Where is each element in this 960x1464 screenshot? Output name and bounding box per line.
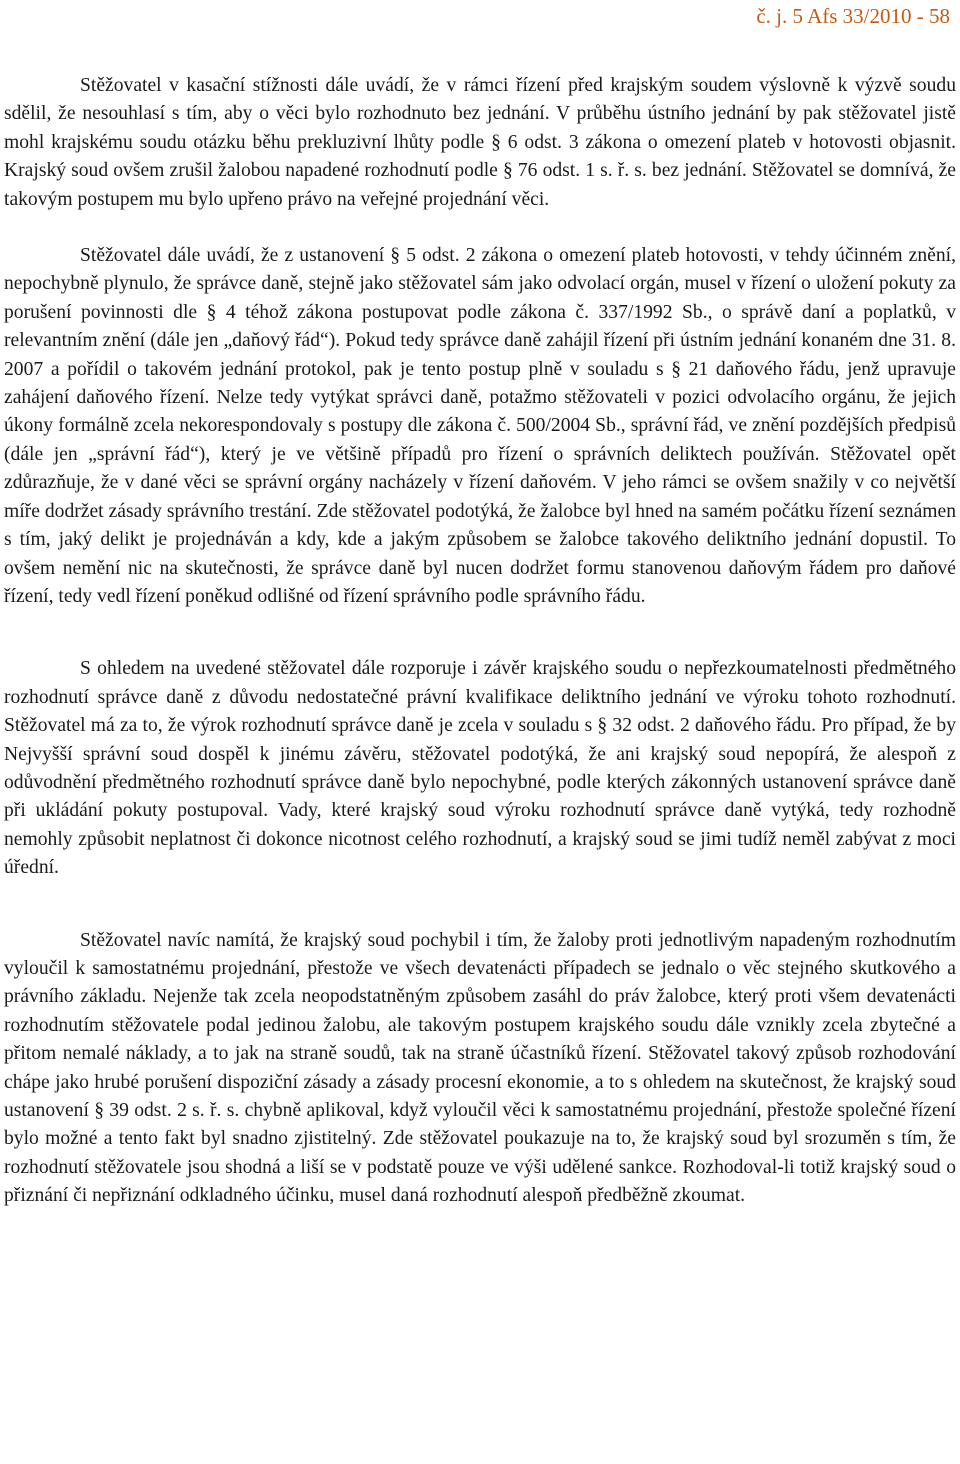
paragraph-reviewability: S ohledem na uvedené stěžovatel dále rozporuje i závěr krajského soudu o nepřezkoumatelnosti předmětného rozhodnutí správce daně z důvodu nedostatečné právní kvalifikace deliktního jednání ve výroku tohoto rozhodnutí. Stěžovatel má za to, že výrok rozhodnutí správce daně je zcela v souladu s § 32 odst. 2 daňového řádu. Pro případ, že by Nejvyšší správní soud dospěl k jinému závěru, stěžovatel podotýká, že ani krajský soud nepopírá, že alespoň z odůvodnění předmětného rozhodnutí správce daně bylo nepochybné, podle kterých zákonných ustanovení správce daně při ukládání pokuty postupoval. Vady, které krajský soud výroku rozhodnutí správce daně vytýká, tedy rozhodně nemohly způsobit neplatnost či dokonce nicotnost celého rozhodnutí, a krajský soud se jimi tudíž neměl zabývat z moci úřední. (4, 658, 956, 879)
paragraph-separation-of-cases: Stěžovatel navíc namítá, že krajský soud pochybil i tím, že žaloby proti jednotlivým napadeným rozhodnutím vyloučil k samostatnému projednání, přestože ve všech devatenácti případech se jednalo o věc stejného skutkového a právního základu. Nejenže tak zcela neopodstatněným způsobem zasáhl do práv žalobce, který proti všem devatenácti rozhodnutím stěžovatele podal jedinou žalobu, ale takovým postupem krajského soudu dále vznikly zcela zbytečné a přitom nemalé náklady, a to jak na straně soudů, tak na straně účastníků řízení. Stěžovatel takový způsob rozhodování chápe jako hrubé porušení dispoziční zásady a zásady procesní ekonomie, a to s ohledem na skutečnost, že krajský soud ustanovení § 39 odst. 2 s. ř. s. chybně aplikoval, když vyloučil věci k samostatnému projednání, přestože společné řízení bylo možné a tento fakt byl snadno zjistitelný. Zde stěžovatel poukazuje na to, že krajský soud byl srozuměn s tím, že rozhodnutí stěžovatele jsou shodná a liší se v podstatě pouze ve výši udělené sankce. Rozhodoval-li totiž krajský soud o přiznání či nepřiznání odkladného účinku, musel daná rozhodnutí alespoň předběžně zkoumat. (4, 929, 956, 1207)
document-body (4, 72, 956, 1211)
paragraph-hearing-objection: Stěžovatel v kasační stížnosti dále uvádí, že v rámci řízení před krajským soudem výslovně k výzvě soudu sdělil, že nesouhlasí s tím, aby o věci bylo rozhodnuto bez jednání. V průběhu ústního jednání by pak stěžovatel jistě mohl krajskému soudu otázku běhu prekluzivní lhůty podle § 6 odst. 3 zákona o omezení plateb v hotovosti objasnit. Krajský soud ovšem zrušil žalobou napadené rozhodnutí podle § 76 odst. 1 s. ř. s. bez jednání. Stěžovatel se domnívá, že takovým postupem mu bylo upřeno právo na veřejné projednání věci. (4, 75, 956, 210)
case-reference-header: č. j. 5 Afs 33/2010 - 58 (756, 4, 950, 28)
paragraph-tax-procedure: Stěžovatel dále uvádí, že z ustanovení § 5 odst. 2 zákona o omezení plateb hotovosti, v tehdy účinném znění, nepochybně plynulo, že správce daně, stejně jako stěžovatel sám jako odvolací orgán, musel v řízení o uložení pokuty za porušení povinnosti dle § 4 téhož zákona postupovat podle zákona č. 337/1992 Sb., o správě daní a poplatků, v relevantním znění (dále jen „daňový řád“). Pokud tedy správce daně zahájil řízení při ústním jednání konaném dne 31. 8. 2007 a pořídil o takovém jednání protokol, pak je tento postup plně v souladu s § 21 daňového řádu, jenž upravuje zahájení daňového řízení. Nelze tedy vytýkat správci daně, potažmo stěžovateli v pozici odvolacího orgánu, že jejich úkony formálně zcela nekorespondovaly s postupy dle zákona č. 500/2004 Sb., správní řád, ve znění pozdějších předpisů (dále jen „správní řád“), který je ve většině případů pro řízení o správních deliktech používán. Stěžovatel opět zdůrazňuje, že v dané věci se správní orgány nacházely v řízení daňovém. V jeho rámci se ovšem snažily v co největší míře dodržet zásady správního trestání. Zde stěžovatel podotýká, že žalobce byl hned na samém počátku řízení seznámen s tím, jaký delikt je projednáván a kdy, kde a jakým způsobem se žalobce takového deliktního jednání dopustil. To ovšem nemění nic na skutečnosti, že správce daně byl nucen dodržet formu stanovenou daňovým řádem pro daňové řízení, tedy vedl řízení poněkud odlišné od řízení správního podle správního řádu. (4, 245, 956, 607)
